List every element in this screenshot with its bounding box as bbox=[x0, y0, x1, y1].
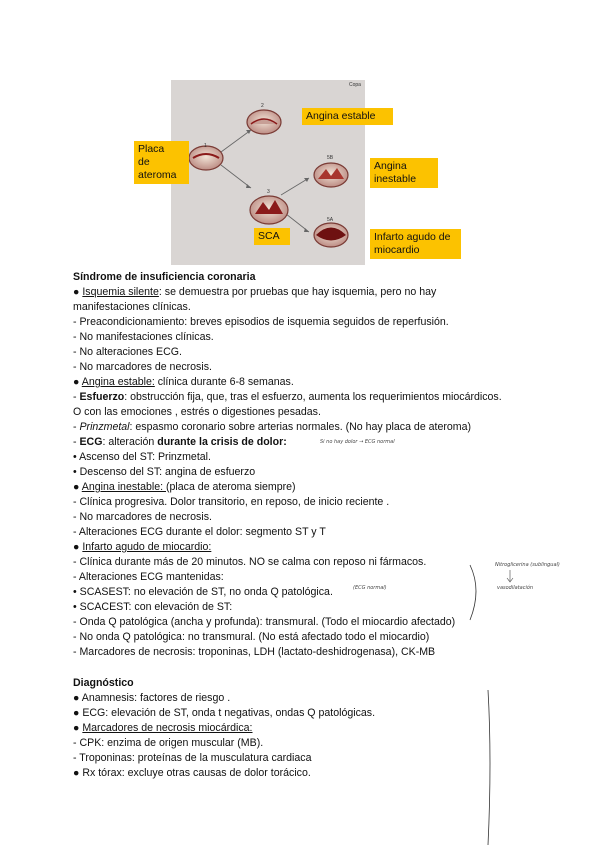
label-placa-ateroma: Placa de ateroma bbox=[134, 141, 189, 184]
text-line: - No manifestaciones clínicas. bbox=[73, 331, 214, 343]
text-line: ● Angina inestable: (placa de ateroma siempre) bbox=[73, 481, 296, 493]
text-line: - Preacondicionamiento: breves episodios de isquemia seguidos de reperfusión. bbox=[73, 316, 449, 328]
text-line: ● Angina estable: clínica durante 6-8 semanas. bbox=[73, 376, 294, 388]
label-number: 2 bbox=[261, 103, 264, 109]
text-line: O con las emociones , estrés o digestiones pesadas. bbox=[73, 406, 321, 418]
label-infarto: Infarto agudo de miocardio bbox=[370, 229, 461, 259]
label-number: 5B bbox=[327, 155, 334, 161]
text-line: - Esfuerzo: obstrucción fija, que, tras el esfuerzo, aumenta los requerimientos miocárdicos. bbox=[73, 391, 502, 403]
handwritten-ecg-normal: (ECG normal) bbox=[353, 585, 387, 591]
text-line: - Marcadores de necrosis: troponinas, LDH (lactato-deshidrogenasa), CK-MB bbox=[73, 646, 436, 658]
label-angina-estable: Angina estable bbox=[302, 108, 393, 125]
section-title-sindrome: Síndrome de insuficiencia coronaria bbox=[73, 271, 256, 283]
corner-text: Copa bbox=[349, 82, 361, 88]
text-line: - No onda Q patológica: no transmural. (No está afectado todo el miocardio) bbox=[73, 631, 430, 643]
text-line: ● Infarto agudo de miocardio: bbox=[73, 541, 212, 553]
label-angina-inestable: Angina inestable bbox=[370, 158, 438, 188]
text-line: ● ECG: elevación de ST, onda t negativas, ondas Q patológicas. bbox=[73, 707, 376, 719]
text-line: manifestaciones clínicas. bbox=[73, 301, 191, 313]
text-line: - Onda Q patológica (ancha y profunda): transmural. (Todo el miocardio afectado) bbox=[73, 616, 456, 628]
handwritten-line bbox=[488, 690, 490, 845]
text-line: - No marcadores de necrosis. bbox=[73, 361, 212, 373]
handwritten-arrow bbox=[507, 570, 513, 582]
text-line: - Clínica durante más de 20 minutos. NO se calma con reposo ni fármacos. bbox=[73, 556, 427, 568]
text-line: • SCASEST: no elevación de ST, no onda Q patológica. bbox=[73, 586, 333, 598]
text-line: - No marcadores de necrosis. bbox=[73, 511, 212, 523]
text-line: • SCACEST: con elevación de ST: bbox=[73, 601, 233, 613]
label-sca: SCA bbox=[254, 228, 290, 245]
text-line: - No alteraciones ECG. bbox=[73, 346, 182, 358]
text-line: ● Marcadores de necrosis miocárdica: bbox=[73, 722, 253, 734]
text-line: - Alteraciones ECG durante el dolor: segmento ST y T bbox=[73, 526, 326, 538]
text-line: ● Rx tórax: excluye otras causas de dolor torácico. bbox=[73, 767, 311, 779]
text-line: - ECG: alteración durante la crisis de dolor: bbox=[73, 436, 287, 448]
text-line: • Descenso del ST: angina de esfuerzo bbox=[73, 466, 256, 478]
section-title-diagnostico: Diagnóstico bbox=[73, 677, 134, 689]
label-number: 5A bbox=[327, 217, 334, 223]
text-line: • Ascenso del ST: Prinzmetal. bbox=[73, 451, 211, 463]
handwritten-ecg-note: Si no hay dolor → ECG normal bbox=[320, 439, 395, 445]
handwritten-brace bbox=[470, 565, 476, 620]
text-line: - Clínica progresiva. Dolor transitorio, en reposo, de inicio reciente . bbox=[73, 496, 390, 508]
handwritten-vasodilatacion: vasodilatación bbox=[497, 585, 534, 591]
handwritten-nitroglicerina: Nitroglicerina (sublingual) bbox=[495, 562, 560, 568]
text-line: ● Isquemia silente: se demuestra por pruebas que hay isquemia, pero no hay bbox=[73, 286, 437, 298]
text-line: ● Anamnesis: factores de riesgo . bbox=[73, 692, 231, 704]
text-line: - Alteraciones ECG mantenidas: bbox=[73, 571, 224, 583]
text-line: - Prinzmetal: espasmo coronario sobre arterias normales. (No hay placa de ateroma) bbox=[73, 421, 472, 433]
text-line: - Troponinas: proteínas de la musculatura cardiaca bbox=[73, 752, 312, 764]
label-number: 1 bbox=[204, 143, 207, 149]
label-number: 3 bbox=[267, 189, 270, 195]
text-line: - CPK: enzima de origen muscular (MB). bbox=[73, 737, 264, 749]
